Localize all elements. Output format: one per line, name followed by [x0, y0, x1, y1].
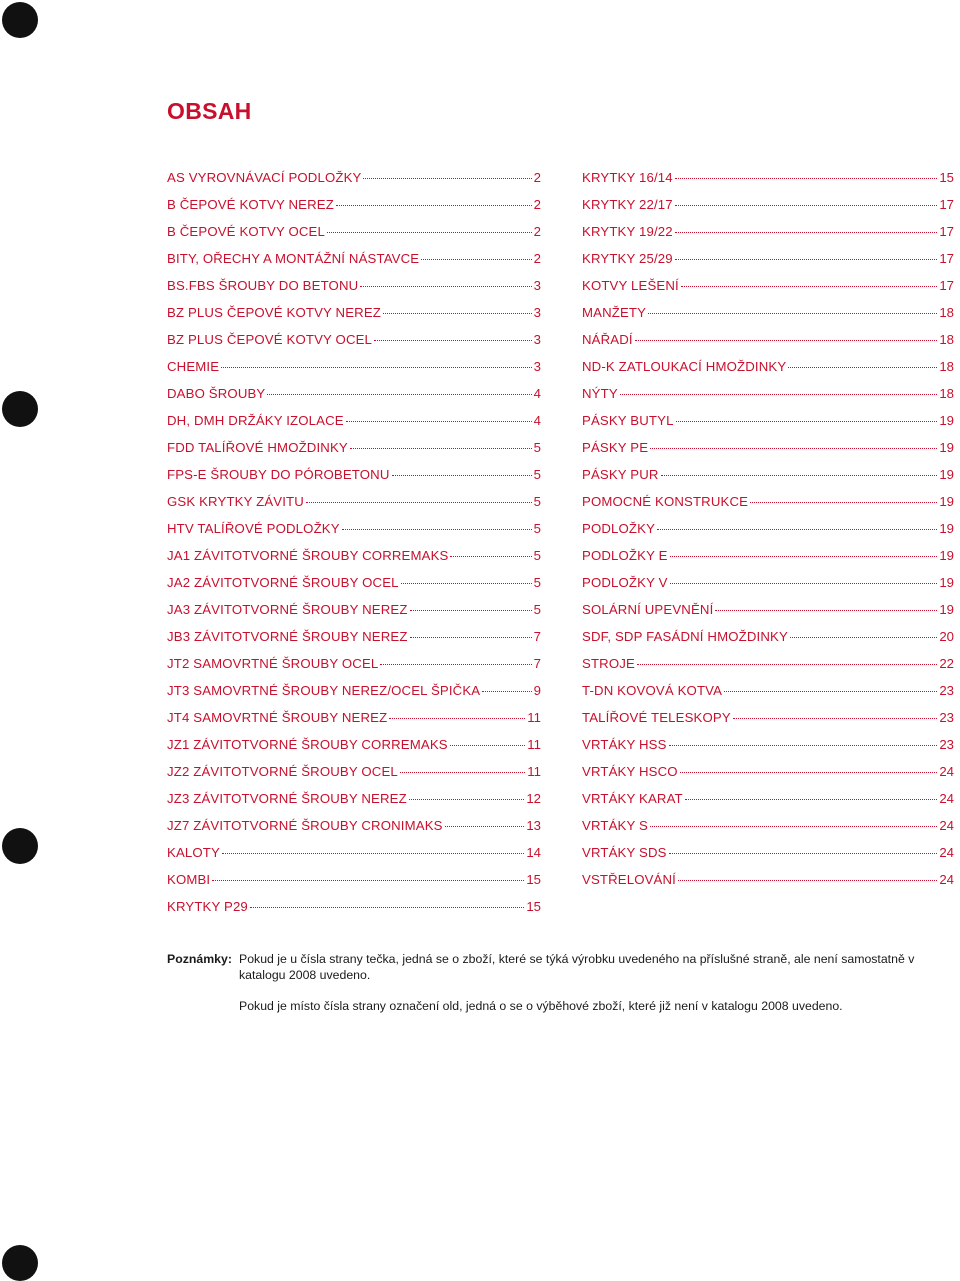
dot-leader — [445, 825, 525, 827]
toc-entry-page-number: 18 — [939, 305, 954, 320]
dot-leader — [401, 582, 532, 584]
toc-entry[interactable] — [582, 731, 954, 758]
toc-entry[interactable] — [582, 326, 954, 353]
toc-entry-page-number: 15 — [526, 899, 541, 914]
note-row-1 — [167, 951, 957, 983]
toc-entry[interactable] — [582, 812, 954, 839]
toc-entry-page-number: 3 — [533, 278, 541, 293]
toc-entry-label: KRYTKY 16/14 — [582, 170, 673, 185]
toc-entry[interactable] — [167, 758, 541, 785]
toc-entry-label: FPS-E ŠROUBY DO PÓROBETONU — [167, 467, 390, 482]
toc-entry-label: DH, DMH DRŽÁKY IZOLACE — [167, 413, 344, 428]
toc-entry-page-number: 19 — [939, 413, 954, 428]
toc-entry[interactable] — [167, 596, 541, 623]
note-text-2: Pokud je místo čísla strany označení old, jedná o se o výběhové zboží, které již není v katalogu 2008 uvedeno. — [239, 999, 843, 1013]
toc-entry[interactable] — [167, 326, 541, 353]
toc-entry-page-number: 24 — [939, 818, 954, 833]
toc-entry[interactable] — [167, 245, 541, 272]
toc-entry-page-number: 5 — [533, 440, 541, 455]
toc-entry-label: T-DN KOVOVÁ KOTVA — [582, 683, 723, 698]
dot-leader — [363, 177, 531, 179]
toc-entry[interactable] — [167, 839, 541, 866]
dot-leader — [450, 555, 531, 557]
dot-leader — [788, 366, 937, 368]
toc-entry-page-number: 17 — [939, 278, 954, 293]
toc-entry-label: JT3 SAMOVRTNÉ ŠROUBY NEREZ/OCEL ŠPIČKA — [167, 683, 481, 698]
toc-entry-page-number: 19 — [939, 575, 954, 590]
toc-entry-label: KRYTKY 25/29 — [582, 251, 673, 266]
toc-entry-label: JT4 SAMOVRTNÉ ŠROUBY NEREZ — [167, 710, 388, 725]
toc-entry-label: PODLOŽKY E — [582, 548, 668, 563]
dot-leader — [250, 906, 524, 908]
toc-entry-page-number: 19 — [939, 440, 954, 455]
toc-entry-page-number: 11 — [527, 737, 541, 752]
toc-entry-page-number: 20 — [939, 629, 954, 644]
dot-leader — [383, 312, 532, 314]
toc-entry-page-number: 19 — [939, 548, 954, 563]
toc-entry-page-number: 12 — [526, 791, 541, 806]
toc-entry[interactable] — [167, 353, 541, 380]
toc-entry-label: JZ1 ZÁVITOTVORNÉ ŠROUBY CORREMAKS — [167, 737, 448, 752]
toc-entry-label: JZ7 ZÁVITOTVORNÉ ŠROUBY CRONIMAKS — [167, 818, 443, 833]
toc-entry-page-number: 18 — [939, 332, 954, 347]
punch-hole-top — [2, 2, 38, 38]
dot-leader — [675, 204, 938, 206]
toc-entry-label: BS.FBS ŠROUBY DO BETONU — [167, 278, 359, 293]
toc-entry-page-number: 2 — [533, 197, 541, 212]
toc-entry-label: PÁSKY BUTYL — [582, 413, 674, 428]
dot-leader — [669, 744, 938, 746]
dot-leader — [222, 852, 524, 854]
toc-entry-page-number: 3 — [533, 359, 541, 374]
toc-entry[interactable] — [582, 434, 954, 461]
dot-leader — [212, 879, 524, 881]
toc-entry-label: KRYTKY P29 — [167, 899, 248, 914]
dot-leader — [350, 447, 532, 449]
toc-entry[interactable] — [167, 164, 541, 191]
toc-entry-page-number: 17 — [939, 197, 954, 212]
toc-entry-page-number: 15 — [939, 170, 954, 185]
toc-entry[interactable] — [167, 893, 541, 920]
toc-entry[interactable] — [582, 461, 954, 488]
toc-entry-label: HTV TALÍŘOVÉ PODLOŽKY — [167, 521, 340, 536]
toc-entry-page-number: 3 — [533, 305, 541, 320]
dot-leader — [380, 663, 531, 665]
toc-entry-label: JB3 ZÁVITOTVORNÉ ŠROUBY NEREZ — [167, 629, 408, 644]
toc-entry-label: BITY, OŘECHY A MONTÁŽNÍ NÁSTAVCE — [167, 251, 420, 266]
toc-entry-page-number: 17 — [939, 251, 954, 266]
toc-entry-page-number: 5 — [533, 494, 541, 509]
toc-entry-label: KOTVY LEŠENÍ — [582, 278, 679, 293]
toc-entry-label: VRTÁKY S — [582, 818, 648, 833]
dot-leader — [675, 231, 938, 233]
toc-entry-page-number: 5 — [533, 575, 541, 590]
toc-entry-label: TALÍŘOVÉ TELESKOPY — [582, 710, 731, 725]
toc-entry-label: JT2 SAMOVRTNÉ ŠROUBY OCEL — [167, 656, 379, 671]
toc-entry-page-number: 7 — [533, 656, 541, 671]
toc-entry[interactable] — [582, 245, 954, 272]
toc-entry[interactable] — [167, 380, 541, 407]
toc-entry-page-number: 5 — [533, 521, 541, 536]
dot-leader — [715, 609, 937, 611]
dot-leader — [685, 798, 938, 800]
toc-entry-label: CHEMIE — [167, 359, 220, 374]
toc-entry-label: ND-K ZATLOUKACÍ HMOŽDINKY — [582, 359, 787, 374]
toc-entry[interactable] — [582, 839, 954, 866]
toc-entry-page-number: 5 — [533, 548, 541, 563]
dot-leader — [635, 339, 938, 341]
toc-entry-label: JZ3 ZÁVITOTVORNÉ ŠROUBY NEREZ — [167, 791, 407, 806]
toc-entry[interactable] — [582, 704, 954, 731]
dot-leader — [670, 582, 938, 584]
toc-entry-page-number: 9 — [533, 683, 541, 698]
toc-entry-label: AS VYROVNÁVACÍ PODLOŽKY — [167, 170, 362, 185]
dot-leader — [681, 285, 937, 287]
toc-entry[interactable] — [582, 569, 954, 596]
toc-entry-page-number: 23 — [939, 683, 954, 698]
dot-leader — [400, 771, 525, 773]
dot-leader — [661, 474, 938, 476]
dot-leader — [650, 825, 937, 827]
toc-entry[interactable] — [167, 704, 541, 731]
toc-entry[interactable] — [582, 866, 954, 893]
dot-leader — [790, 636, 937, 638]
punch-hole-bottom — [2, 1245, 38, 1281]
dot-leader — [650, 447, 937, 449]
dot-leader — [306, 501, 532, 503]
toc-entry-page-number: 19 — [939, 494, 954, 509]
toc-entry-page-number: 15 — [526, 872, 541, 887]
toc-entry-page-number: 2 — [533, 224, 541, 239]
dot-leader — [267, 393, 531, 395]
toc-entry-label: JZ2 ZÁVITOTVORNÉ ŠROUBY OCEL — [167, 764, 398, 779]
toc-entry[interactable] — [582, 515, 954, 542]
punch-hole-upper — [2, 391, 38, 427]
notes-section — [167, 951, 957, 1014]
toc-entry[interactable] — [167, 866, 541, 893]
toc-entry-label: FDD TALÍŘOVÉ HMOŽDINKY — [167, 440, 348, 455]
toc-entry-label: JA3 ZÁVITOTVORNÉ ŠROUBY NEREZ — [167, 602, 408, 617]
toc-entry[interactable] — [582, 758, 954, 785]
toc-entry-page-number: 4 — [533, 386, 541, 401]
toc-entry-label: BZ PLUS ČEPOVÉ KOTVY NEREZ — [167, 305, 381, 320]
toc-entry[interactable] — [582, 650, 954, 677]
dot-leader — [733, 717, 938, 719]
punch-hole-lower — [2, 828, 38, 864]
toc-entry[interactable] — [167, 272, 541, 299]
dot-leader — [389, 717, 525, 719]
toc-entry-page-number: 5 — [533, 602, 541, 617]
toc-entry-page-number: 19 — [939, 602, 954, 617]
toc-entry[interactable] — [167, 812, 541, 839]
toc-entry-label: KOMBI — [167, 872, 211, 887]
toc-entry[interactable] — [582, 191, 954, 218]
toc-entry[interactable] — [582, 785, 954, 812]
toc-entry-page-number: 18 — [939, 386, 954, 401]
toc-entry[interactable] — [167, 191, 541, 218]
toc-entry-label: STROJE — [582, 656, 635, 671]
toc-entry[interactable] — [167, 731, 541, 758]
dot-leader — [360, 285, 531, 287]
dot-leader — [342, 528, 532, 530]
toc-entry-label: PODLOŽKY — [582, 521, 656, 536]
toc-entry[interactable] — [582, 407, 954, 434]
dot-leader — [409, 798, 525, 800]
page-title: OBSAH — [167, 98, 252, 124]
toc-entry-label: VRTÁKY KARAT — [582, 791, 683, 806]
toc-entry-label: KALOTY — [167, 845, 220, 860]
toc-entry[interactable] — [167, 299, 541, 326]
toc-entry-page-number: 24 — [939, 872, 954, 887]
toc-entry-label: JA2 ZÁVITOTVORNÉ ŠROUBY OCEL — [167, 575, 399, 590]
toc-entry[interactable] — [582, 299, 954, 326]
toc-entry[interactable] — [167, 407, 541, 434]
toc-entry-page-number: 2 — [533, 170, 541, 185]
toc-entry[interactable] — [167, 488, 541, 515]
toc-column-right — [582, 164, 954, 893]
toc-entry[interactable] — [582, 623, 954, 650]
toc-entry-label: VRTÁKY HSCO — [582, 764, 678, 779]
toc-entry-page-number: 24 — [939, 845, 954, 860]
dot-leader — [221, 366, 531, 368]
toc-entry-label: BZ PLUS ČEPOVÉ KOTVY OCEL — [167, 332, 373, 347]
toc-entry-page-number: 23 — [939, 737, 954, 752]
toc-entry[interactable] — [167, 434, 541, 461]
toc-entry[interactable] — [167, 461, 541, 488]
toc-entry-label: PÁSKY PE — [582, 440, 649, 455]
dot-leader — [675, 258, 938, 260]
dot-leader — [450, 744, 526, 746]
toc-entry[interactable] — [167, 650, 541, 677]
dot-leader — [327, 231, 532, 233]
toc-entry-page-number: 23 — [939, 710, 954, 725]
toc-entry-label: SDF, SDP FASÁDNÍ HMOŽDINKY — [582, 629, 788, 644]
dot-leader — [421, 258, 531, 260]
note-text-1: Pokud je u čísla strany tečka, jedná se o zboží, které se týká výrobku uvedeného na příslušné straně, ale není samostatně v katalogu 2008 uvedeno. — [239, 952, 915, 982]
notes-label: Poznámky: — [167, 952, 232, 966]
dot-leader — [410, 636, 532, 638]
toc-entry-page-number: 24 — [939, 791, 954, 806]
dot-leader — [374, 339, 532, 341]
toc-column-left — [167, 164, 541, 920]
dot-leader — [648, 312, 937, 314]
dot-leader — [620, 393, 938, 395]
toc-entry[interactable] — [582, 380, 954, 407]
toc-entry[interactable] — [167, 785, 541, 812]
toc-entry-page-number: 7 — [533, 629, 541, 644]
dot-leader — [750, 501, 937, 503]
toc-entry-page-number: 22 — [939, 656, 954, 671]
dot-leader — [346, 420, 532, 422]
toc-entry[interactable] — [167, 515, 541, 542]
toc-entry-label: B ČEPOVÉ KOTVY OCEL — [167, 224, 325, 239]
toc-entry-label: PÁSKY PUR — [582, 467, 659, 482]
toc-entry-page-number: 18 — [939, 359, 954, 374]
toc-entry[interactable] — [582, 542, 954, 569]
dot-leader — [410, 609, 532, 611]
toc-entry-label: VRTÁKY SDS — [582, 845, 667, 860]
dot-leader — [336, 204, 532, 206]
dot-leader — [392, 474, 532, 476]
dot-leader — [669, 852, 938, 854]
dot-leader — [657, 528, 937, 530]
toc-entry-label: GSK KRYTKY ZÁVITU — [167, 494, 304, 509]
dot-leader — [676, 420, 938, 422]
toc-entry-page-number: 11 — [527, 764, 541, 779]
toc-entry-page-number: 13 — [526, 818, 541, 833]
toc-entry[interactable] — [582, 272, 954, 299]
toc-entry[interactable] — [582, 353, 954, 380]
toc-entry[interactable] — [167, 569, 541, 596]
toc-entry-page-number: 3 — [533, 332, 541, 347]
toc-entry-page-number: 17 — [939, 224, 954, 239]
toc-entry-page-number: 11 — [527, 710, 541, 725]
notes-label-spacer — [167, 998, 239, 1014]
toc-entry-label: POMOCNÉ KONSTRUKCE — [582, 494, 749, 509]
dot-leader — [670, 555, 938, 557]
toc-entry[interactable] — [582, 677, 954, 704]
toc-entry-label: VRTÁKY HSS — [582, 737, 667, 752]
dot-leader — [637, 663, 937, 665]
toc-entry-label: B ČEPOVÉ KOTVY NEREZ — [167, 197, 334, 212]
toc-entry-label: VSTŘELOVÁNÍ — [582, 872, 676, 887]
toc-entry[interactable] — [167, 677, 541, 704]
toc-entry-label: NÁŘADÍ — [582, 332, 633, 347]
note-row-2 — [167, 998, 957, 1014]
toc-entry-page-number: 19 — [939, 521, 954, 536]
toc-entry-page-number: 2 — [533, 251, 541, 266]
dot-leader — [678, 879, 937, 881]
toc-entry[interactable] — [167, 218, 541, 245]
dot-leader — [680, 771, 938, 773]
toc-entry[interactable] — [167, 542, 541, 569]
toc-entry-page-number: 14 — [526, 845, 541, 860]
toc-entry[interactable] — [582, 596, 954, 623]
toc-entry[interactable] — [582, 488, 954, 515]
toc-entry-label: DABO ŠROUBY — [167, 386, 266, 401]
toc-entry-label: NÝTY — [582, 386, 618, 401]
toc-entry-label: JA1 ZÁVITOTVORNÉ ŠROUBY CORREMAKS — [167, 548, 449, 563]
toc-entry-label: KRYTKY 22/17 — [582, 197, 673, 212]
toc-entry[interactable] — [167, 623, 541, 650]
dot-leader — [482, 690, 531, 692]
toc-entry-page-number: 5 — [533, 467, 541, 482]
toc-entry-label: SOLÁRNÍ UPEVNĚNÍ — [582, 602, 714, 617]
toc-entry-page-number: 4 — [533, 413, 541, 428]
toc-entry[interactable] — [582, 218, 954, 245]
dot-leader — [675, 177, 938, 179]
dot-leader — [724, 690, 937, 692]
toc-entry-label: KRYTKY 19/22 — [582, 224, 673, 239]
toc-entry[interactable] — [582, 164, 954, 191]
toc-entry-label: PODLOŽKY V — [582, 575, 668, 590]
toc-entry-page-number: 24 — [939, 764, 954, 779]
toc-entry-page-number: 19 — [939, 467, 954, 482]
toc-entry-label: MANŽETY — [582, 305, 647, 320]
